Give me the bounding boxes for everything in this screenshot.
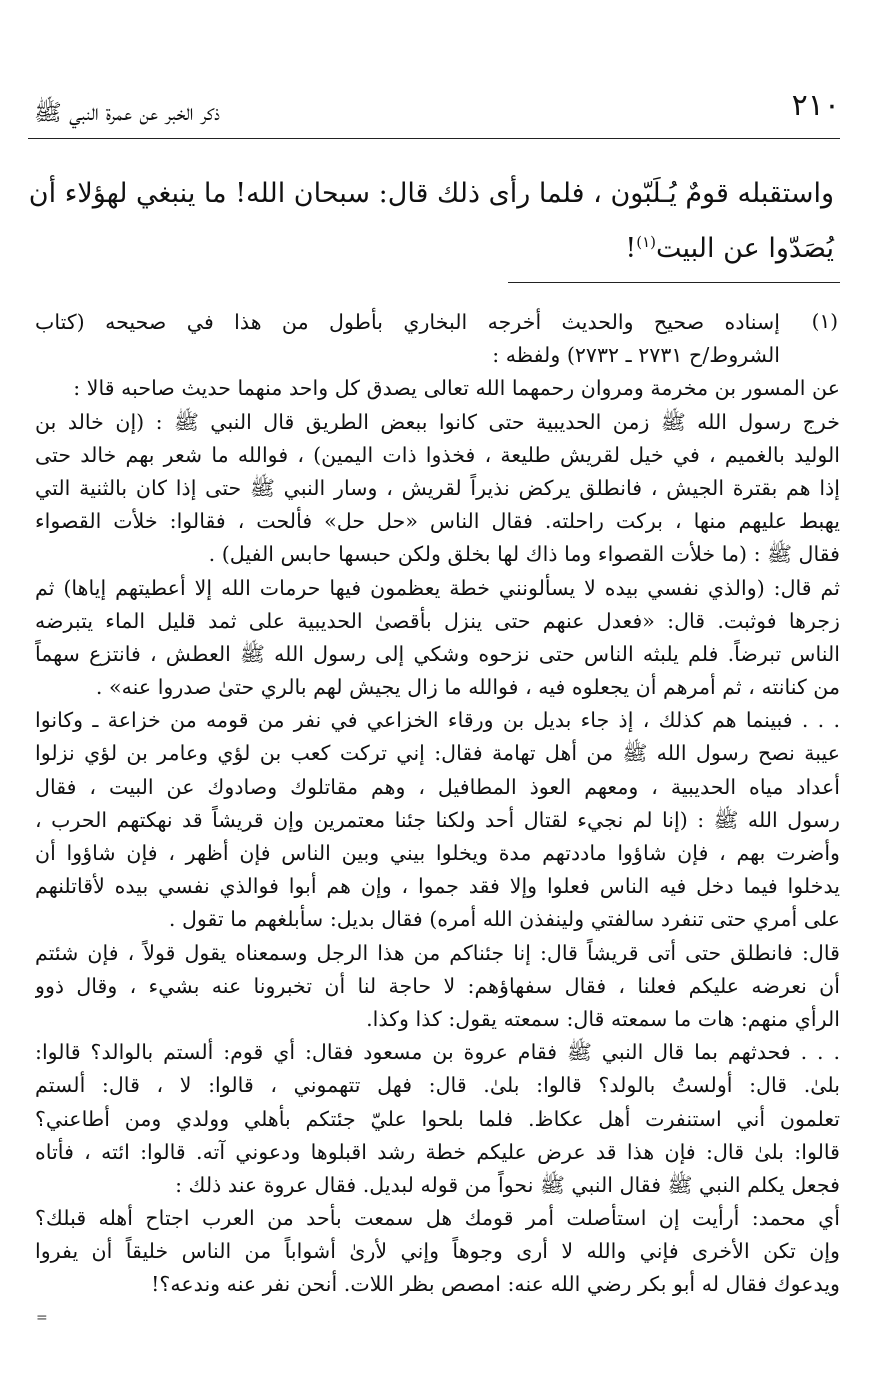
footnote-line: على أمري حتى تنفرد سالفتي ولينفذن الله أمره) فقال بديل: سأبلغهم ما تقول . bbox=[168, 907, 840, 932]
footnote-line: فقال ﷺ : (ما خلأت القصواء وما ذاك لها بخلق ولكن حبسها حابس الفيل) . bbox=[208, 542, 840, 567]
footnote-line: يهبط عليهم منها ، بركت راحلته. فقال الناس «حل حل» فألحت ، فقالوا: خلأت القصواء bbox=[35, 509, 840, 534]
footnote-line: يدخلوا فيما دخل فيه الناس فعلوا وإلا فقد جموا ، وإن هم أبوا فوالذي نفسي بيده لأقاتلنهم bbox=[35, 874, 840, 899]
exclamation-mark: ! bbox=[625, 233, 637, 264]
footnote-line: عيبة نصح رسول الله ﷺ من أهل تهامة فقال: إني تركت كعب بن لؤي وعامر بن لؤي نزلوا bbox=[35, 741, 840, 766]
footnote-line: قال: فانطلق حتى أتى قريشاً قال: إنا جئناكم من هذا الرجل وسمعناه يقول قولاً ، فإن شئتم bbox=[35, 940, 840, 965]
footnote-line: وأضرت بهم ، فإن شاؤوا ماددتهم مدة ويخلوا بيني وبين الناس فإن أظهر ، فإن شاؤوا أن bbox=[35, 841, 840, 865]
footnote-marker: (١) bbox=[811, 309, 838, 333]
footnote-line: إسناده صحيح والحديث أخرجه البخاري بأطول من هذا في صحيحه (كتاب bbox=[35, 310, 780, 334]
footnote-line: وإن تكن الأخرى فإني والله لا أرى وجوهاً وإني لأرىٰ أشواباً من الناس خليقاً أن يفروا bbox=[35, 1239, 840, 1264]
main-text-line bbox=[34, 218, 834, 273]
running-title: ذكر الخبر عن عمرة النبي ﷺ bbox=[34, 100, 221, 126]
footnote-line: تعلمون أني استنفرت أهل عكاظ. فلما بلحوا عليّ جئتكم بأهلي وولدي ومن أطاعني؟ bbox=[35, 1106, 840, 1131]
page-number: ٢١٠ bbox=[791, 88, 840, 123]
footnote-line: الوليد بالغميم ، في خيل لقريش طليعة ، فخذوا ذات اليمين) ، فوالله ما شعر بهم خالد حتى bbox=[35, 442, 840, 467]
main-text bbox=[28, 170, 834, 273]
page-header bbox=[28, 20, 840, 139]
book-page bbox=[28, 20, 840, 1370]
footnote-line: ثم قال: (والذي نفسي بيده لا يسألونني خطة يعظمون فيها حرمات الله إلا أعطيتهم إياها) ثم bbox=[35, 575, 840, 600]
footnote-line: ويدعوك فقال له أبو بكر رضي الله عنه: امصص بظر اللات. أنحن نفر عنه وندعه؟! bbox=[151, 1272, 840, 1297]
main-text-fragment: يُصَدّوا عن البيت bbox=[655, 233, 834, 264]
footnote-line: الشروط/ح ٢٧٣١ ـ ٢٧٣٢) ولفظه : bbox=[492, 343, 780, 368]
footnote bbox=[35, 306, 840, 1302]
footnote-line: أعداد مياه الحديبية ، ومعهم العوذ المطافيل ، وهم مقاتلوك وصادوك عن البيت ، فقال bbox=[35, 774, 840, 799]
margin-mark: = bbox=[36, 1310, 48, 1326]
footnote-line: رسول الله ﷺ : (إنا لم نجيء لقتال أحد ولكنا جئنا معتمرين وإن قريشاً قد نهكتهم الحرب ، bbox=[35, 807, 840, 832]
footnote-line: . . . فحدثهم بما قال النبي ﷺ فقام عروة بن مسعود فقال: أي قوم: ألستم بالوالد؟ قالوا: bbox=[35, 1040, 840, 1065]
footnote-line: . . . فبينما هم كذلك ، إذ جاء بديل بن ورقاء الخزاعي في نفر من قومه من خزاعة ـ وكانوا bbox=[35, 708, 840, 733]
footnote-reference[interactable]: (١) bbox=[636, 233, 656, 251]
footnote-line: فجعل يكلم النبي ﷺ فقال النبي ﷺ نحواً من قوله لبديل. فقال عروة عند ذلك : bbox=[175, 1172, 840, 1197]
footnote-line: قالوا: بلىٰ قال: فإن هذا قد عرض عليكم خطة رشد اقبلوها ودعوني آته. قالوا: ائته ، فأتاه bbox=[35, 1139, 840, 1164]
footnote-line: الناس تبرضاً. فلم يلبثه الناس حتى نزحوه وشكي إلى رسول الله ﷺ العطش ، فانتزع سهماً bbox=[35, 641, 840, 666]
footnote-line: من كنانته ، ثم أمرهم أن يجعلوه فيه ، فوالله ما زال يجيش لهم بالري حتىٰ صدروا عنه» . bbox=[95, 675, 840, 700]
main-text-line: واستقبله قومٌ يُـلَبّون ، فلما رأى ذلك قال: سبحان الله! ما ينبغي لهؤلاء أن bbox=[28, 178, 834, 209]
footnote-separator bbox=[508, 282, 840, 283]
footnote-line: عن المسور بن مخرمة ومروان رحمهما الله تعالى يصدق كل واحد منهما حديث صاحبه قالا : bbox=[73, 376, 840, 401]
footnote-line: أن نعرضه عليكم فعلنا ، فقال سفهاؤهم: لا حاجة لنا أن تخبرونا عنه بشيء ، وقال ذوو bbox=[35, 973, 840, 998]
footnote-line: أي محمد: أرأيت إن استأصلت أمر قومك هل سمعت بأحد من العرب اجتاح أهله قبلك؟ bbox=[35, 1206, 840, 1231]
footnote-line: خرج رسول الله ﷺ زمن الحديبية حتى كانوا ببعض الطريق قال النبي ﷺ : (إن خالد بن bbox=[35, 409, 840, 434]
footnote-line: زجرها فوثبت. قال: «فعدل عنهم حتى ينزل بأقصىٰ الحديبية على ثمد قليل الماء يتبرضه bbox=[35, 608, 840, 633]
footnote-line: الرأي منهم: هات ما سمعته قال: سمعته يقول: كذا وكذا. bbox=[366, 1006, 840, 1031]
footnote-line: إذا هم بقترة الجيش ، فانطلق يركض نذيراً لقريش ، وسار النبي ﷺ حتى إذا كان بالثنية التي bbox=[35, 475, 840, 500]
footnote-line: بلىٰ. قال: أولستُ بالولد؟ قالوا: بلىٰ. قال: فهل تتهموني ، قالوا: لا ، قال: ألستم bbox=[35, 1073, 840, 1098]
